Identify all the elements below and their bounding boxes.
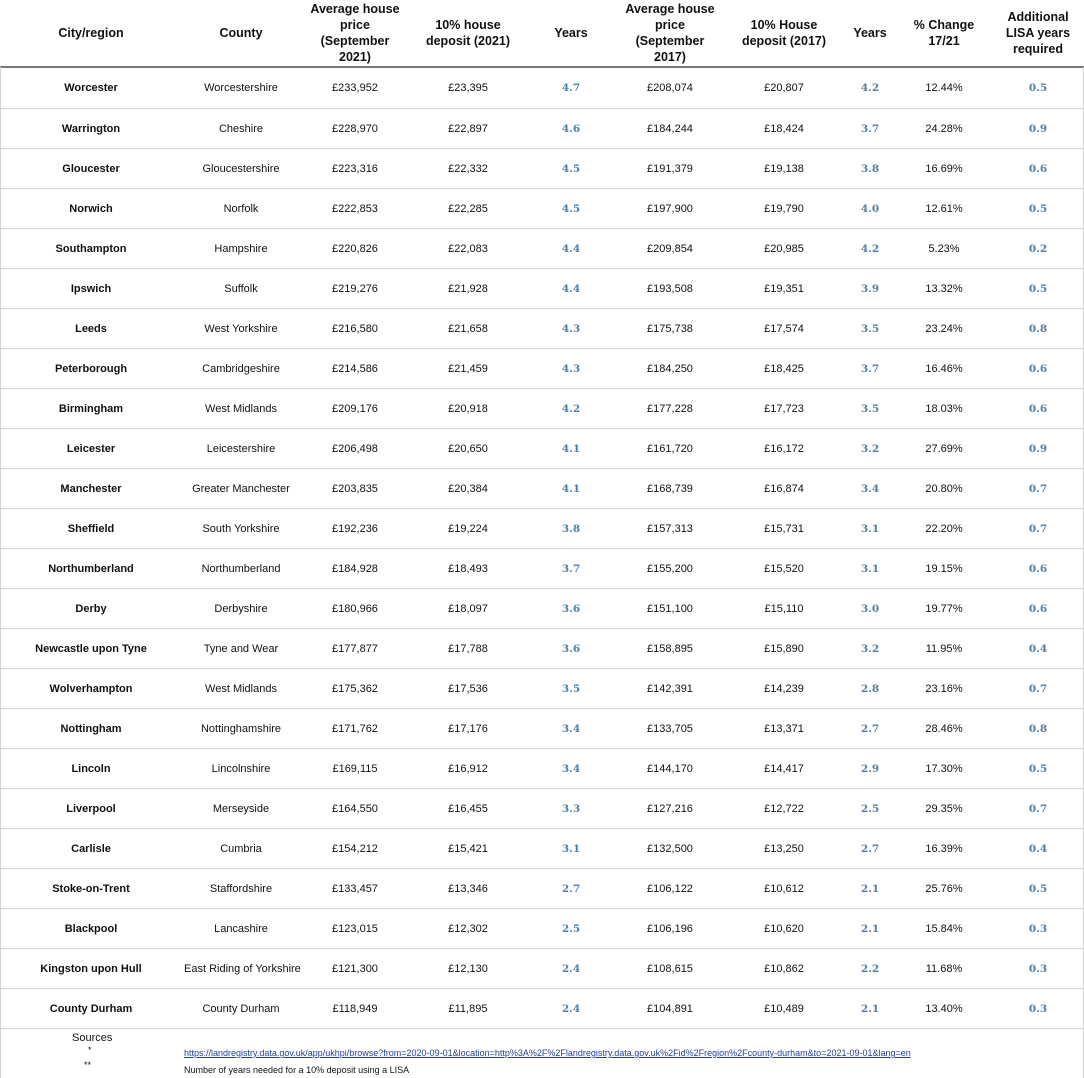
cell-deposit-2021: £16,912 [410, 749, 526, 789]
cell-deposit-2021: £21,658 [410, 309, 526, 349]
cell-change: 17.30% [896, 749, 992, 789]
cell-deposit-2017: £17,723 [724, 389, 844, 429]
cell-county: Cumbria [182, 829, 300, 869]
cell-deposit-2021: £20,650 [410, 429, 526, 469]
cell-years-2021: 3.1 [526, 829, 616, 869]
cell-deposit-2021: £17,176 [410, 709, 526, 749]
cell-years-2017: 3.7 [844, 349, 896, 389]
cell-deposit-2021: £16,455 [410, 789, 526, 829]
cell-years-2021: 3.5 [526, 669, 616, 709]
cell-city: County Durham [0, 989, 182, 1029]
table-row [0, 549, 1084, 589]
cell-county: Staffordshire [182, 869, 300, 909]
cell-years-2021: 2.4 [526, 989, 616, 1029]
cell-city: Blackpool [0, 909, 182, 949]
cell-city: Lincoln [0, 749, 182, 789]
cell-price-2021: £233,952 [300, 67, 410, 109]
cell-lisa: 0.6 [992, 589, 1084, 629]
cell-lisa: 0.4 [992, 629, 1084, 669]
cell-city: Norwich [0, 189, 182, 229]
table-row [0, 949, 1084, 989]
cell-years-2021: 3.7 [526, 549, 616, 589]
cell-deposit-2021: £13,346 [410, 869, 526, 909]
cell-price-2017: £142,391 [616, 669, 724, 709]
table-row [0, 349, 1084, 389]
cell-county: Norfolk [182, 189, 300, 229]
cell-city: Nottingham [0, 709, 182, 749]
cell-city: Leeds [0, 309, 182, 349]
header-years-2017: Years [844, 0, 896, 67]
table-row [0, 789, 1084, 829]
cell-change: 22.20% [896, 509, 992, 549]
cell-county: West Yorkshire [182, 309, 300, 349]
cell-city: Birmingham [0, 389, 182, 429]
cell-lisa: 0.5 [992, 749, 1084, 789]
header-change: % Change 17/21 [896, 0, 992, 67]
cell-deposit-2017: £10,489 [724, 989, 844, 1029]
cell-years-2021: 4.2 [526, 389, 616, 429]
cell-years-2017: 4.0 [844, 189, 896, 229]
cell-lisa: 0.6 [992, 349, 1084, 389]
table-row [0, 629, 1084, 669]
table-row [0, 67, 1084, 109]
cell-city: Wolverhampton [0, 669, 182, 709]
cell-years-2017: 2.7 [844, 709, 896, 749]
cell-price-2021: £171,762 [300, 709, 410, 749]
cell-change: 29.35% [896, 789, 992, 829]
cell-city: Liverpool [0, 789, 182, 829]
cell-years-2017: 2.8 [844, 669, 896, 709]
table-row [0, 189, 1084, 229]
cell-lisa: 0.6 [992, 149, 1084, 189]
cell-years-2017: 4.2 [844, 67, 896, 109]
cell-price-2021: £192,236 [300, 509, 410, 549]
cell-years-2017: 2.9 [844, 749, 896, 789]
cell-years-2021: 4.4 [526, 229, 616, 269]
cell-price-2021: £118,949 [300, 989, 410, 1029]
table-row [0, 429, 1084, 469]
cell-city: Ipswich [0, 269, 182, 309]
cell-city: Leicester [0, 429, 182, 469]
cell-lisa: 0.3 [992, 949, 1084, 989]
cell-years-2017: 2.7 [844, 829, 896, 869]
cell-years-2017: 3.1 [844, 549, 896, 589]
table-row [0, 229, 1084, 269]
cell-price-2021: £180,966 [300, 589, 410, 629]
cell-price-2017: £106,196 [616, 909, 724, 949]
cell-city: Peterborough [0, 349, 182, 389]
cell-deposit-2021: £23,395 [410, 67, 526, 109]
cell-deposit-2017: £19,790 [724, 189, 844, 229]
table-row [0, 509, 1084, 549]
cell-county: Hampshire [182, 229, 300, 269]
cell-years-2021: 4.3 [526, 349, 616, 389]
cell-price-2017: £193,508 [616, 269, 724, 309]
cell-years-2017: 3.7 [844, 109, 896, 149]
cell-years-2021: 3.6 [526, 629, 616, 669]
cell-price-2021: £228,970 [300, 109, 410, 149]
header-deposit-2017: 10% House deposit (2017) [724, 0, 844, 67]
cell-price-2017: £151,100 [616, 589, 724, 629]
cell-deposit-2017: £12,722 [724, 789, 844, 829]
cell-years-2017: 3.4 [844, 469, 896, 509]
cell-lisa: 0.7 [992, 469, 1084, 509]
cell-lisa: 0.7 [992, 669, 1084, 709]
table-row [0, 269, 1084, 309]
cell-county: Cambridgeshire [182, 349, 300, 389]
cell-city: Stoke-on-Trent [0, 869, 182, 909]
cell-price-2021: £209,176 [300, 389, 410, 429]
table-row [0, 869, 1084, 909]
sources-section [0, 1030, 1084, 1078]
cell-county: West Midlands [182, 389, 300, 429]
cell-price-2017: £157,313 [616, 509, 724, 549]
cell-price-2017: £108,615 [616, 949, 724, 989]
cell-change: 16.69% [896, 149, 992, 189]
cell-lisa: 0.6 [992, 389, 1084, 429]
cell-price-2017: £132,500 [616, 829, 724, 869]
cell-change: 23.16% [896, 669, 992, 709]
cell-city: Sheffield [0, 509, 182, 549]
cell-deposit-2017: £17,574 [724, 309, 844, 349]
cell-years-2021: 4.5 [526, 189, 616, 229]
cell-deposit-2021: £22,332 [410, 149, 526, 189]
cell-county: Cheshire [182, 109, 300, 149]
cell-price-2017: £133,705 [616, 709, 724, 749]
cell-years-2017: 3.2 [844, 629, 896, 669]
cell-price-2017: £197,900 [616, 189, 724, 229]
table-row [0, 389, 1084, 429]
table-row [0, 669, 1084, 709]
cell-years-2021: 4.7 [526, 67, 616, 109]
cell-county: Tyne and Wear [182, 629, 300, 669]
cell-deposit-2021: £15,421 [410, 829, 526, 869]
cell-city: Carlisle [0, 829, 182, 869]
cell-county: Lincolnshire [182, 749, 300, 789]
cell-county: West Midlands [182, 669, 300, 709]
cell-change: 19.15% [896, 549, 992, 589]
cell-change: 13.32% [896, 269, 992, 309]
cell-lisa: 0.9 [992, 429, 1084, 469]
cell-county: East Riding of Yorkshire [182, 949, 300, 989]
cell-price-2021: £154,212 [300, 829, 410, 869]
cell-city: Newcastle upon Tyne [0, 629, 182, 669]
cell-years-2021: 3.3 [526, 789, 616, 829]
cell-deposit-2017: £10,612 [724, 869, 844, 909]
cell-price-2021: £220,826 [300, 229, 410, 269]
cell-price-2021: £206,498 [300, 429, 410, 469]
header-city: City/region [0, 0, 182, 67]
cell-price-2017: £158,895 [616, 629, 724, 669]
cell-change: 13.40% [896, 989, 992, 1029]
cell-city: Southampton [0, 229, 182, 269]
header-deposit-2021: 10% house deposit (2021) [410, 0, 526, 67]
cell-years-2017: 3.2 [844, 429, 896, 469]
cell-county: Lancashire [182, 909, 300, 949]
source-link[interactable]: https://landregistry.data.gov.uk/app/ukhpi/browse?from=2020-09-01&location=http%3A%2F%2Flandregistry.data.gov.uk%2Fid%2Fregion%2Fcounty-durham&to=2021-09-01&lang=en [184, 1048, 911, 1058]
header-county: County [182, 0, 300, 67]
cell-lisa: 0.3 [992, 909, 1084, 949]
cell-years-2017: 3.8 [844, 149, 896, 189]
cell-city: Warrington [0, 109, 182, 149]
cell-deposit-2021: £19,224 [410, 509, 526, 549]
cell-lisa: 0.5 [992, 269, 1084, 309]
cell-deposit-2017: £14,239 [724, 669, 844, 709]
cell-deposit-2021: £21,459 [410, 349, 526, 389]
cell-price-2017: £168,739 [616, 469, 724, 509]
cell-lisa: 0.6 [992, 549, 1084, 589]
cell-years-2021: 2.4 [526, 949, 616, 989]
cell-change: 23.24% [896, 309, 992, 349]
cell-county: Derbyshire [182, 589, 300, 629]
cell-change: 25.76% [896, 869, 992, 909]
cell-deposit-2017: £18,424 [724, 109, 844, 149]
cell-years-2021: 3.4 [526, 749, 616, 789]
cell-deposit-2017: £16,874 [724, 469, 844, 509]
table-row [0, 309, 1084, 349]
cell-change: 28.46% [896, 709, 992, 749]
cell-years-2021: 4.1 [526, 429, 616, 469]
cell-lisa: 0.5 [992, 67, 1084, 109]
cell-years-2017: 3.0 [844, 589, 896, 629]
cell-price-2021: £175,362 [300, 669, 410, 709]
cell-deposit-2021: £21,928 [410, 269, 526, 309]
cell-lisa: 0.7 [992, 509, 1084, 549]
cell-lisa: 0.2 [992, 229, 1084, 269]
cell-price-2017: £191,379 [616, 149, 724, 189]
cell-years-2021: 2.5 [526, 909, 616, 949]
cell-price-2021: £121,300 [300, 949, 410, 989]
cell-years-2017: 2.1 [844, 909, 896, 949]
sources-title: Sources [72, 1032, 113, 1044]
cell-deposit-2017: £13,250 [724, 829, 844, 869]
cell-price-2017: £209,854 [616, 229, 724, 269]
cell-years-2017: 3.5 [844, 309, 896, 349]
header-lisa: Additional LISA years required [992, 0, 1084, 67]
table-row [0, 589, 1084, 629]
cell-county: Northumberland [182, 549, 300, 589]
table-row [0, 709, 1084, 749]
cell-lisa: 0.5 [992, 189, 1084, 229]
cell-price-2021: £214,586 [300, 349, 410, 389]
cell-years-2021: 4.4 [526, 269, 616, 309]
cell-deposit-2017: £19,351 [724, 269, 844, 309]
cell-county: Merseyside [182, 789, 300, 829]
cell-deposit-2017: £15,731 [724, 509, 844, 549]
cell-years-2017: 2.1 [844, 989, 896, 1029]
cell-lisa: 0.3 [992, 989, 1084, 1029]
cell-price-2017: £144,170 [616, 749, 724, 789]
table-row [0, 749, 1084, 789]
cell-change: 24.28% [896, 109, 992, 149]
table-row [0, 829, 1084, 869]
cell-lisa: 0.8 [992, 309, 1084, 349]
cell-lisa: 0.4 [992, 829, 1084, 869]
cell-deposit-2017: £15,520 [724, 549, 844, 589]
cell-deposit-2021: £22,083 [410, 229, 526, 269]
cell-years-2017: 2.1 [844, 869, 896, 909]
cell-years-2021: 3.6 [526, 589, 616, 629]
cell-deposit-2017: £15,890 [724, 629, 844, 669]
cell-price-2017: £175,738 [616, 309, 724, 349]
cell-years-2021: 2.7 [526, 869, 616, 909]
cell-price-2021: £223,316 [300, 149, 410, 189]
table-row [0, 109, 1084, 149]
cell-change: 5.23% [896, 229, 992, 269]
cell-deposit-2021: £20,384 [410, 469, 526, 509]
cell-price-2017: £155,200 [616, 549, 724, 589]
cell-price-2017: £127,216 [616, 789, 724, 829]
cell-lisa: 0.7 [992, 789, 1084, 829]
cell-price-2021: £203,835 [300, 469, 410, 509]
cell-change: 16.39% [896, 829, 992, 869]
cell-deposit-2021: £18,097 [410, 589, 526, 629]
cell-years-2017: 4.2 [844, 229, 896, 269]
cell-deposit-2017: £20,985 [724, 229, 844, 269]
cell-price-2021: £164,550 [300, 789, 410, 829]
source-marker-single: * [88, 1045, 92, 1055]
cell-years-2021: 3.8 [526, 509, 616, 549]
cell-price-2017: £184,244 [616, 109, 724, 149]
cell-change: 27.69% [896, 429, 992, 469]
cell-deposit-2017: £18,425 [724, 349, 844, 389]
cell-change: 11.68% [896, 949, 992, 989]
cell-price-2021: £123,015 [300, 909, 410, 949]
cell-deposit-2017: £13,371 [724, 709, 844, 749]
cell-county: Worcestershire [182, 67, 300, 109]
cell-change: 20.80% [896, 469, 992, 509]
cell-price-2017: £208,074 [616, 67, 724, 109]
table-row [0, 989, 1084, 1029]
cell-price-2021: £177,877 [300, 629, 410, 669]
cell-price-2017: £184,250 [616, 349, 724, 389]
header-price-2021: Average house price (September 2021) [300, 0, 410, 67]
cell-deposit-2021: £12,130 [410, 949, 526, 989]
table-row [0, 909, 1084, 949]
cell-deposit-2021: £20,918 [410, 389, 526, 429]
cell-deposit-2017: £20,807 [724, 67, 844, 109]
cell-price-2017: £177,228 [616, 389, 724, 429]
cell-price-2017: £161,720 [616, 429, 724, 469]
cell-county: South Yorkshire [182, 509, 300, 549]
cell-deposit-2017: £14,417 [724, 749, 844, 789]
cell-years-2017: 3.1 [844, 509, 896, 549]
cell-price-2021: £184,928 [300, 549, 410, 589]
cell-price-2017: £104,891 [616, 989, 724, 1029]
header-row [0, 0, 1084, 67]
cell-deposit-2017: £10,862 [724, 949, 844, 989]
cell-deposit-2017: £10,620 [724, 909, 844, 949]
cell-change: 18.03% [896, 389, 992, 429]
source-note: Number of years needed for a 10% deposit using a LISA [184, 1065, 410, 1075]
cell-years-2017: 2.5 [844, 789, 896, 829]
header-years-2021: Years [526, 0, 616, 67]
header-price-2017: Average house price (September 2017) [616, 0, 724, 67]
cell-years-2021: 4.5 [526, 149, 616, 189]
cell-years-2017: 3.9 [844, 269, 896, 309]
cell-county: County Durham [182, 989, 300, 1029]
cell-county: Leicestershire [182, 429, 300, 469]
cell-years-2021: 3.4 [526, 709, 616, 749]
cell-change: 12.44% [896, 67, 992, 109]
cell-county: Greater Manchester [182, 469, 300, 509]
cell-lisa: 0.5 [992, 869, 1084, 909]
cell-city: Worcester [0, 67, 182, 109]
cell-deposit-2021: £12,302 [410, 909, 526, 949]
cell-county: Nottinghamshire [182, 709, 300, 749]
cell-price-2021: £222,853 [300, 189, 410, 229]
cell-deposit-2017: £19,138 [724, 149, 844, 189]
cell-years-2021: 4.6 [526, 109, 616, 149]
cell-county: Suffolk [182, 269, 300, 309]
cell-city: Northumberland [0, 549, 182, 589]
cell-change: 19.77% [896, 589, 992, 629]
cell-years-2021: 4.3 [526, 309, 616, 349]
cell-deposit-2021: £22,897 [410, 109, 526, 149]
cell-deposit-2021: £17,788 [410, 629, 526, 669]
cell-city: Kingston upon Hull [0, 949, 182, 989]
cell-years-2017: 3.5 [844, 389, 896, 429]
table-left-border [0, 67, 1, 1078]
source-marker-double: ** [84, 1060, 92, 1070]
cell-change: 12.61% [896, 189, 992, 229]
cell-county: Gloucestershire [182, 149, 300, 189]
cell-price-2021: £169,115 [300, 749, 410, 789]
cell-deposit-2017: £16,172 [724, 429, 844, 469]
table-row [0, 149, 1084, 189]
cell-years-2021: 4.1 [526, 469, 616, 509]
cell-lisa: 0.9 [992, 109, 1084, 149]
cell-deposit-2021: £11,895 [410, 989, 526, 1029]
cell-deposit-2021: £18,493 [410, 549, 526, 589]
cell-change: 11.95% [896, 629, 992, 669]
cell-city: Manchester [0, 469, 182, 509]
cell-change: 16.46% [896, 349, 992, 389]
cell-deposit-2017: £15,110 [724, 589, 844, 629]
cell-price-2021: £219,276 [300, 269, 410, 309]
cell-city: Derby [0, 589, 182, 629]
cell-lisa: 0.8 [992, 709, 1084, 749]
cell-price-2021: £216,580 [300, 309, 410, 349]
cell-deposit-2021: £17,536 [410, 669, 526, 709]
cell-price-2021: £133,457 [300, 869, 410, 909]
cell-years-2017: 2.2 [844, 949, 896, 989]
table-row [0, 469, 1084, 509]
cell-price-2017: £106,122 [616, 869, 724, 909]
cell-change: 15.84% [896, 909, 992, 949]
cell-deposit-2021: £22,285 [410, 189, 526, 229]
cell-city: Gloucester [0, 149, 182, 189]
